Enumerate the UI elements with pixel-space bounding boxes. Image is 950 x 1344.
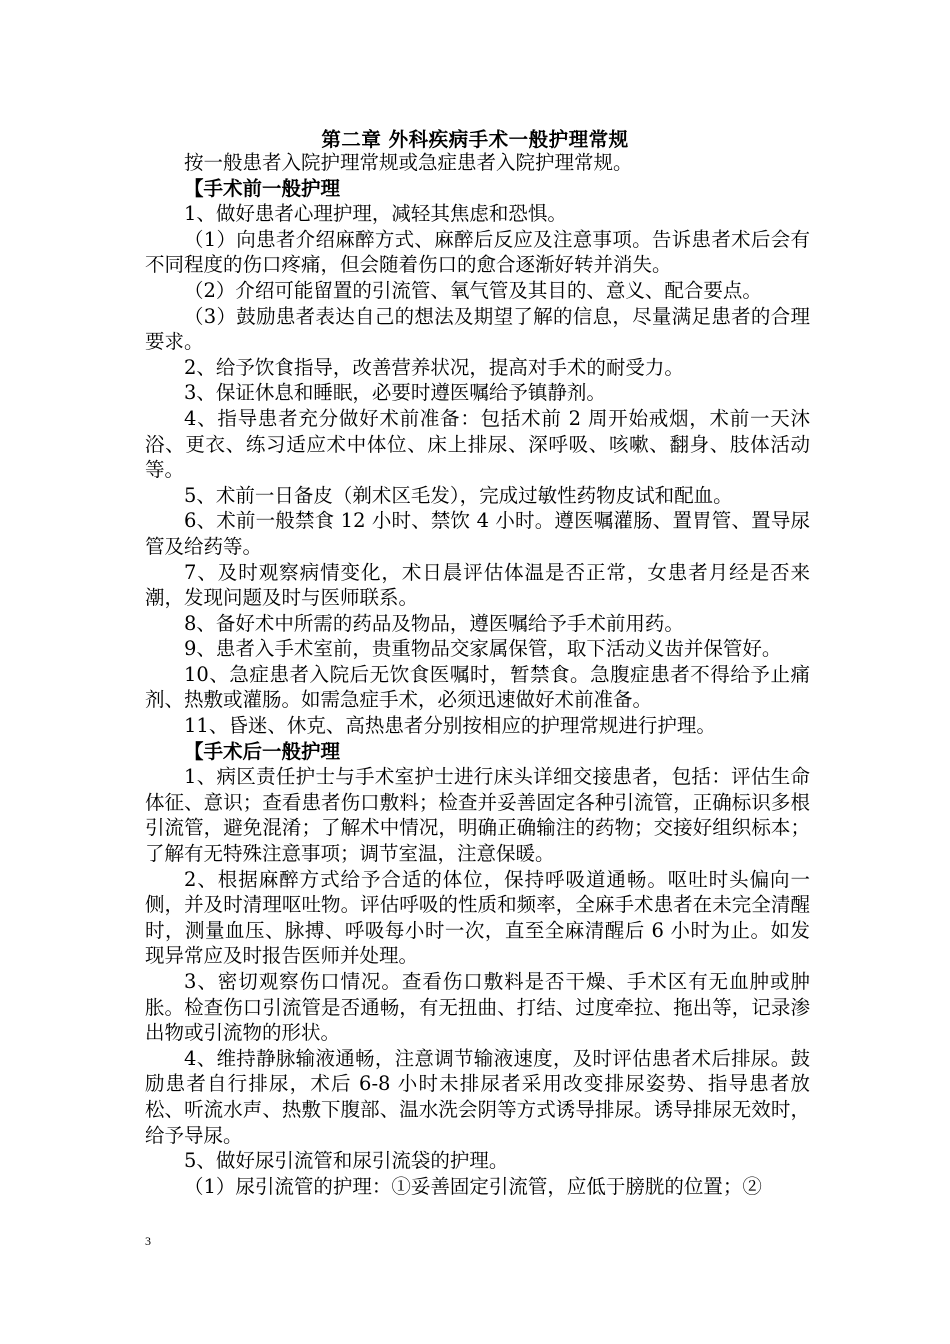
paragraph: 10、急症患者入院后无饮食医嘱时，暂禁食。急腹症患者不得给予止痛剂、热敷或灌肠。如需急症手术，必须迅速做好术前准备。 (145, 662, 810, 712)
paragraph: 6、术前一般禁食 12 小时、禁饮 4 小时。遵医嘱灌肠、置胃管、置导尿管及给药等。 (145, 509, 810, 558)
document-body (145, 150, 810, 1199)
section-heading: 【手术前一般护理 (184, 176, 341, 200)
section-heading: 【手术后一般护理 (184, 739, 341, 763)
paragraph: 按一般患者入院护理常规或急症患者入院护理常规。 (184, 151, 633, 174)
paragraph: 5、做好尿引流管和尿引流袋的护理。 (184, 1149, 509, 1173)
page-title: 第二章 外科疾病手术一般护理常规 (321, 128, 629, 151)
paragraph: （2）介绍可能留置的引流管、氧气管及其目的、意义、配合要点。 (184, 278, 762, 302)
paragraph: （1）尿引流管的护理：①妥善固定引流管，应低于膀胱的位置；② (184, 1174, 762, 1198)
paragraph: 7、及时观察病情变化，术日晨评估体温是否正常，女患者月经是否来潮，发现问题及时与医师联系。 (145, 560, 810, 610)
paragraph: （3）鼓励患者表达自己的想法及期望了解的信息，尽量满足患者的合理要求。 (145, 304, 810, 354)
paragraph: 2、给予饮食指导，改善营养状况，提高对手术的耐受力。 (184, 355, 684, 379)
paragraph: 5、术前一日备皮（剃术区毛发），完成过敏性药物皮试和配血。 (184, 483, 733, 507)
paragraph: （1）向患者介绍麻醉方式、麻醉后反应及注意事项。告诉患者术后会有不同程度的伤口疼痛，但会随着伤口的愈合逐渐好转并消失。 (145, 227, 810, 277)
paragraph: 1、做好患者心理护理，减轻其焦虑和恐惧。 (184, 202, 567, 226)
paragraph: 3、保证休息和睡眠，必要时遵医嘱给予镇静剂。 (184, 381, 606, 405)
paragraph: 3、密切观察伤口情况。查看伤口敷料是否干燥、手术区有无血肿或肿胀。检查伤口引流管是否通畅，有无扭曲、打结、过度牵拉、拖出等，记录渗出物或引流物的形状。 (145, 970, 810, 1045)
paragraph: 2、根据麻醉方式给予合适的体位，保持呼吸道通畅。呕吐时头偏向一侧，并及时清理呕吐物。评估呼吸的性质和频率，全麻手术患者在未完全清醒时，测量血压、脉搏、呼吸每小时一次，直至全麻清醒后 6 小时为止。如发现异常应及时报告医师并处理。 (145, 867, 810, 968)
paragraph: 4、维持静脉输液通畅，注意调节输液速度，及时评估患者术后排尿。鼓励患者自行排尿，术后 6-8 小时未排尿者采用改变排尿姿势、指导患者放松、听流水声、热敷下腹部、温水洗会阴等方式诱导排尿。诱导排尿无效时，给予导尿。 (145, 1046, 810, 1147)
paragraph: 9、患者入手术室前，贵重物品交家属保管，取下活动义齿并保管好。 (184, 637, 782, 661)
page-number: 3 (145, 1234, 151, 1248)
paragraph: 11、昏迷、休克、高热患者分别按相应的护理常规进行护理。 (184, 714, 716, 738)
paragraph: 4、指导患者充分做好术前准备：包括术前 2 周开始戒烟，术前一天沐浴、更衣、练习适应术中体位、床上排尿、深呼吸、咳嗽、翻身、肢体活动等。 (145, 406, 810, 482)
paragraph: 8、备好术中所需的药品及物品，遵医嘱给予手术前用药。 (184, 611, 684, 635)
paragraph: 1、病区责任护士与手术室护士进行床头详细交接患者，包括：评估生命体征、意识；查看患者伤口敷料；检查并妥善固定各种引流管，正确标识多根引流管，避免混淆；了解术中情况，明确正确输注的药物；交接好组织标本；了解有无特殊注意事项；调节室温，注意保暖。 (145, 765, 810, 866)
